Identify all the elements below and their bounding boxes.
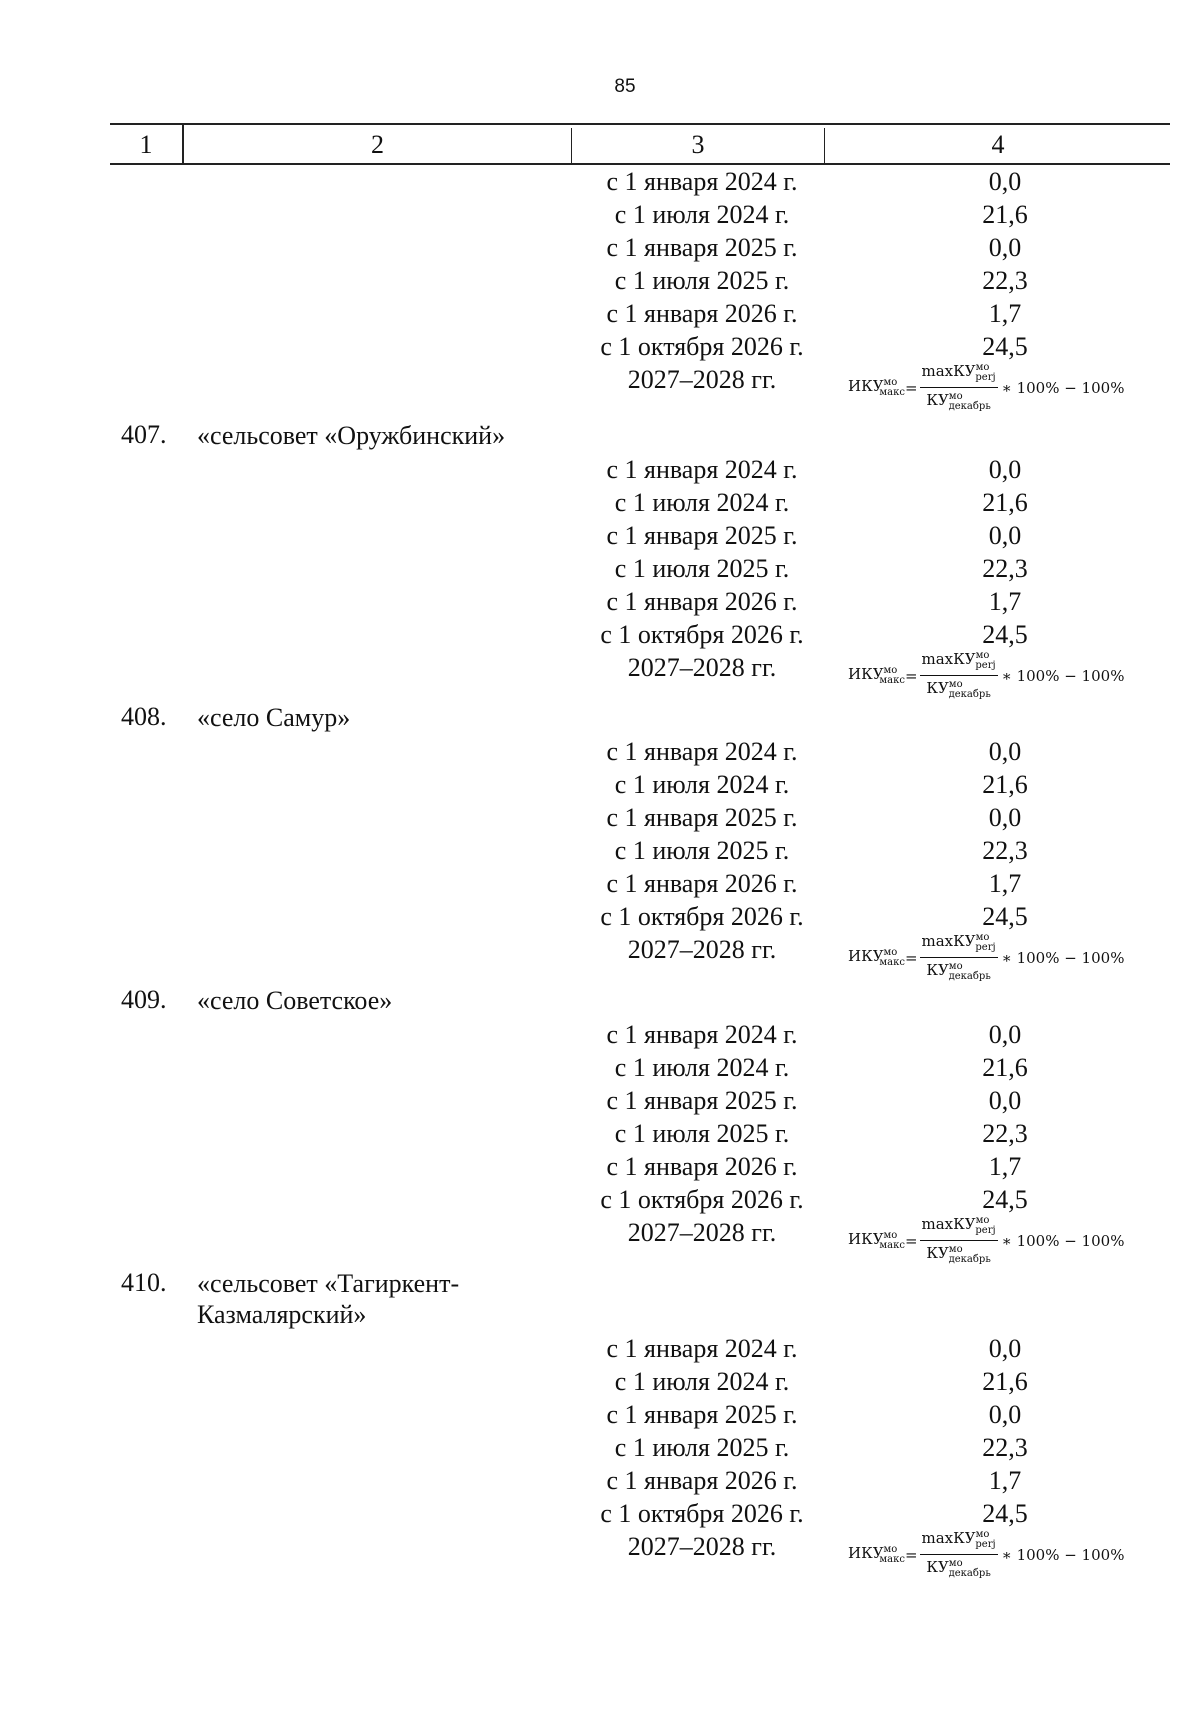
period-cell: с 1 января 2026 г. — [606, 299, 798, 328]
formula-tail: ∗ 100% − 100% — [1001, 378, 1125, 397]
table-row — [0, 198, 1200, 231]
period-cell: с 1 июля 2024 г. — [614, 1367, 790, 1396]
formula-den-sup: мо — [948, 961, 963, 972]
value-cell: 0,0 — [988, 737, 1022, 766]
column-header-3: 3 — [691, 130, 705, 159]
table-row — [0, 735, 1200, 768]
formula-numerator: maxКУ$^{мо}_{perj}$ — [920, 359, 998, 388]
formula-lhs: $ИКУ^{мо}_{макс}$ — [848, 1230, 905, 1251]
table-row — [0, 1365, 1200, 1398]
formula-lhs-sub: макс — [879, 675, 905, 686]
period-cell: с 1 января 2025 г. — [606, 233, 798, 262]
period-cell: с 1 января 2024 г. — [606, 167, 798, 196]
entry-name: «сельсовет «Оружбинский» — [197, 421, 506, 450]
period-cell: с 1 июля 2024 г. — [614, 200, 790, 229]
value-cell: 21,6 — [982, 1367, 1028, 1396]
value-cell: 0,0 — [988, 1020, 1022, 1049]
period-cell: с 1 января 2025 г. — [606, 803, 798, 832]
table-row — [0, 585, 1200, 618]
formula-num-sub: perj — [975, 942, 996, 953]
formula-lhs-sub: макс — [879, 1240, 905, 1251]
table-row — [0, 519, 1200, 552]
value-cell: 24,5 — [982, 332, 1028, 361]
value-cell: 21,6 — [982, 200, 1028, 229]
formula-denominator: $КУ^{мо}_{декабрь}$ — [926, 1244, 991, 1265]
formula-lhs-sup: мо — [883, 1230, 898, 1241]
formula-eq: = — [904, 378, 918, 397]
table-row — [0, 453, 1200, 486]
table-row — [0, 1018, 1200, 1051]
value-cell: 0,0 — [988, 1400, 1022, 1429]
formula-lhs-sup: мо — [883, 665, 898, 676]
value-cell: 24,5 — [982, 1499, 1028, 1528]
formula-lhs-sub: макс — [879, 957, 905, 968]
period-cell: с 1 января 2026 г. — [606, 1152, 798, 1181]
value-cell: 1,7 — [988, 1152, 1022, 1181]
formula-num-sub: perj — [975, 1539, 996, 1550]
table-row — [0, 801, 1200, 834]
value-cell: 0,0 — [988, 455, 1022, 484]
period-cell: с 1 января 2024 г. — [606, 455, 798, 484]
formula-num-sub: perj — [975, 1225, 996, 1236]
formula-denominator: $КУ^{мо}_{декабрь}$ — [926, 1558, 991, 1579]
period-cell: с 1 июля 2025 г. — [614, 1119, 790, 1148]
period-cell: с 1 июля 2025 г. — [614, 554, 790, 583]
period-cell: с 1 января 2026 г. — [606, 1466, 798, 1495]
formula-lhs: $ИКУ^{мо}_{макс}$ — [848, 665, 905, 686]
period-cell: с 1 октября 2026 г. — [600, 332, 804, 361]
period-cell: 2027–2028 гг. — [627, 1218, 777, 1247]
period-cell: с 1 октября 2026 г. — [600, 620, 804, 649]
table-row-final — [0, 932, 1200, 982]
period-cell: с 1 октября 2026 г. — [600, 1185, 804, 1214]
formula-numerator: maxКУ$^{мо}_{perj}$ — [920, 1212, 998, 1241]
value-cell: 0,0 — [988, 167, 1022, 196]
value-cell: 24,5 — [982, 620, 1028, 649]
value-cell: 24,5 — [982, 1185, 1028, 1214]
formula-denominator: $КУ^{мо}_{декабрь}$ — [926, 391, 991, 412]
value-cell: 0,0 — [988, 521, 1022, 550]
period-cell: с 1 июля 2025 г. — [614, 1433, 790, 1462]
value-cell: 22,3 — [982, 1119, 1028, 1148]
entry-number: 410. — [121, 1268, 167, 1297]
period-cell: с 1 января 2026 г. — [606, 587, 798, 616]
formula-den-sup: мо — [948, 391, 963, 402]
table-row-final — [0, 650, 1200, 700]
table-row — [0, 1051, 1200, 1084]
table-row — [0, 552, 1200, 585]
formula-lhs-sup: мо — [883, 947, 898, 958]
formula-den-sub: декабрь — [948, 971, 991, 982]
formula-den-sup: мо — [948, 679, 963, 690]
period-cell: с 1 июля 2024 г. — [614, 1053, 790, 1082]
table-row — [0, 1084, 1200, 1117]
page-number: 85 — [614, 76, 636, 97]
table-row — [0, 1464, 1200, 1497]
formula — [848, 1526, 1124, 1583]
formula-fraction — [920, 647, 998, 704]
formula-lhs: $ИКУ^{мо}_{макс}$ — [848, 947, 905, 968]
period-cell: с 1 января 2024 г. — [606, 1334, 798, 1363]
formula-num-sub: perj — [975, 372, 996, 383]
period-cell: 2027–2028 гг. — [627, 653, 777, 682]
formula-num-sup: мо — [975, 650, 990, 661]
table-header — [0, 130, 1200, 160]
period-cell: с 1 января 2025 г. — [606, 1400, 798, 1429]
formula — [848, 929, 1124, 986]
table-row-final — [0, 1215, 1200, 1265]
formula-lhs-sup: мо — [883, 377, 898, 388]
period-cell: с 1 января 2025 г. — [606, 1086, 798, 1115]
formula-lhs-sup: мо — [883, 1544, 898, 1555]
period-cell: 2027–2028 гг. — [627, 935, 777, 964]
period-cell: с 1 июля 2025 г. — [614, 836, 790, 865]
formula-tail: ∗ 100% − 100% — [1001, 1231, 1125, 1250]
column-header-1: 1 — [139, 130, 153, 159]
value-cell: 22,3 — [982, 836, 1028, 865]
formula-denominator: $КУ^{мо}_{декабрь}$ — [926, 961, 991, 982]
period-cell: 2027–2028 гг. — [627, 365, 777, 394]
entry-number: 408. — [121, 702, 167, 731]
value-cell: 22,3 — [982, 1433, 1028, 1462]
formula-den-sup: мо — [948, 1244, 963, 1255]
formula-lhs-sub: макс — [879, 1554, 905, 1565]
formula-eq: = — [904, 1231, 918, 1250]
value-cell: 1,7 — [988, 869, 1022, 898]
period-cell: с 1 января 2024 г. — [606, 1020, 798, 1049]
value-cell: 0,0 — [988, 1334, 1022, 1363]
value-cell: 21,6 — [982, 770, 1028, 799]
formula-fraction — [920, 359, 998, 416]
formula-eq: = — [904, 948, 918, 967]
value-cell: 1,7 — [988, 587, 1022, 616]
table-row — [0, 834, 1200, 867]
period-cell: с 1 октября 2026 г. — [600, 902, 804, 931]
formula-numerator: maxКУ$^{мо}_{perj}$ — [920, 647, 998, 676]
value-cell: 0,0 — [988, 1086, 1022, 1115]
formula-den-sub: декабрь — [948, 1254, 991, 1265]
period-cell: с 1 января 2026 г. — [606, 869, 798, 898]
table-row-final — [0, 1529, 1200, 1579]
formula-num-sup: мо — [975, 1215, 990, 1226]
table-row — [0, 297, 1200, 330]
formula-tail: ∗ 100% − 100% — [1001, 666, 1125, 685]
formula-denominator: $КУ^{мо}_{декабрь}$ — [926, 679, 991, 700]
column-header-2: 2 — [371, 130, 384, 159]
formula — [848, 1212, 1124, 1269]
formula-den-sub: декабрь — [948, 401, 991, 412]
formula-num-sup: мо — [975, 1529, 990, 1540]
formula-eq: = — [904, 1545, 918, 1564]
value-cell: 21,6 — [982, 1053, 1028, 1082]
value-cell: 22,3 — [982, 554, 1028, 583]
period-cell: с 1 января 2025 г. — [606, 521, 798, 550]
formula-numerator: maxКУ$^{мо}_{perj}$ — [920, 929, 998, 958]
formula-lhs: $ИКУ^{мо}_{макс}$ — [848, 1544, 905, 1565]
value-cell: 0,0 — [988, 233, 1022, 262]
value-cell: 21,6 — [982, 488, 1028, 517]
period-cell: с 1 июля 2024 г. — [614, 770, 790, 799]
period-cell: с 1 июля 2024 г. — [614, 488, 790, 517]
table-row — [0, 165, 1200, 198]
formula-num-sub: perj — [975, 660, 996, 671]
entry-name: «село Советское» — [197, 986, 393, 1015]
formula-tail: ∗ 100% − 100% — [1001, 948, 1125, 967]
formula-eq: = — [904, 666, 918, 685]
entry-name: «сельсовет «Тагиркент- Казмалярский» — [197, 1269, 460, 1329]
formula-den-sub: декабрь — [948, 1568, 991, 1579]
entry-name: «село Самур» — [197, 703, 351, 732]
table-row — [0, 1431, 1200, 1464]
table-row — [0, 231, 1200, 264]
period-cell: 2027–2028 гг. — [627, 1532, 777, 1561]
period-cell: с 1 октября 2026 г. — [600, 1499, 804, 1528]
entry-number: 407. — [121, 420, 167, 449]
formula-numerator: maxКУ$^{мо}_{perj}$ — [920, 1526, 998, 1555]
formula — [848, 359, 1124, 416]
value-cell: 22,3 — [982, 266, 1028, 295]
table-row-final — [0, 362, 1200, 412]
value-cell: 24,5 — [982, 902, 1028, 931]
formula-tail: ∗ 100% − 100% — [1001, 1545, 1125, 1564]
table-row — [0, 768, 1200, 801]
entry-number: 409. — [121, 985, 167, 1014]
value-cell: 0,0 — [988, 803, 1022, 832]
table-row — [0, 486, 1200, 519]
table-row — [0, 264, 1200, 297]
value-cell: 1,7 — [988, 1466, 1022, 1495]
formula-den-sup: мо — [948, 1558, 963, 1569]
table-row — [0, 1398, 1200, 1431]
table-row — [0, 1150, 1200, 1183]
formula-num-sup: мо — [975, 362, 990, 373]
table-row — [0, 1117, 1200, 1150]
formula — [848, 647, 1124, 704]
column-header-4: 4 — [991, 130, 1005, 159]
formula-lhs-sub: макс — [879, 387, 905, 398]
formula-den-sub: декабрь — [948, 689, 991, 700]
formula-fraction — [920, 929, 998, 986]
formula-num-sup: мо — [975, 932, 990, 943]
value-cell: 1,7 — [988, 299, 1022, 328]
formula-fraction — [920, 1212, 998, 1269]
period-cell: с 1 января 2024 г. — [606, 737, 798, 766]
header-top-rule — [110, 123, 1170, 125]
table-row — [0, 1332, 1200, 1365]
formula-fraction — [920, 1526, 998, 1583]
formula-lhs: $ИКУ^{мо}_{макс}$ — [848, 377, 905, 398]
period-cell: с 1 июля 2025 г. — [614, 266, 790, 295]
table-row — [0, 867, 1200, 900]
